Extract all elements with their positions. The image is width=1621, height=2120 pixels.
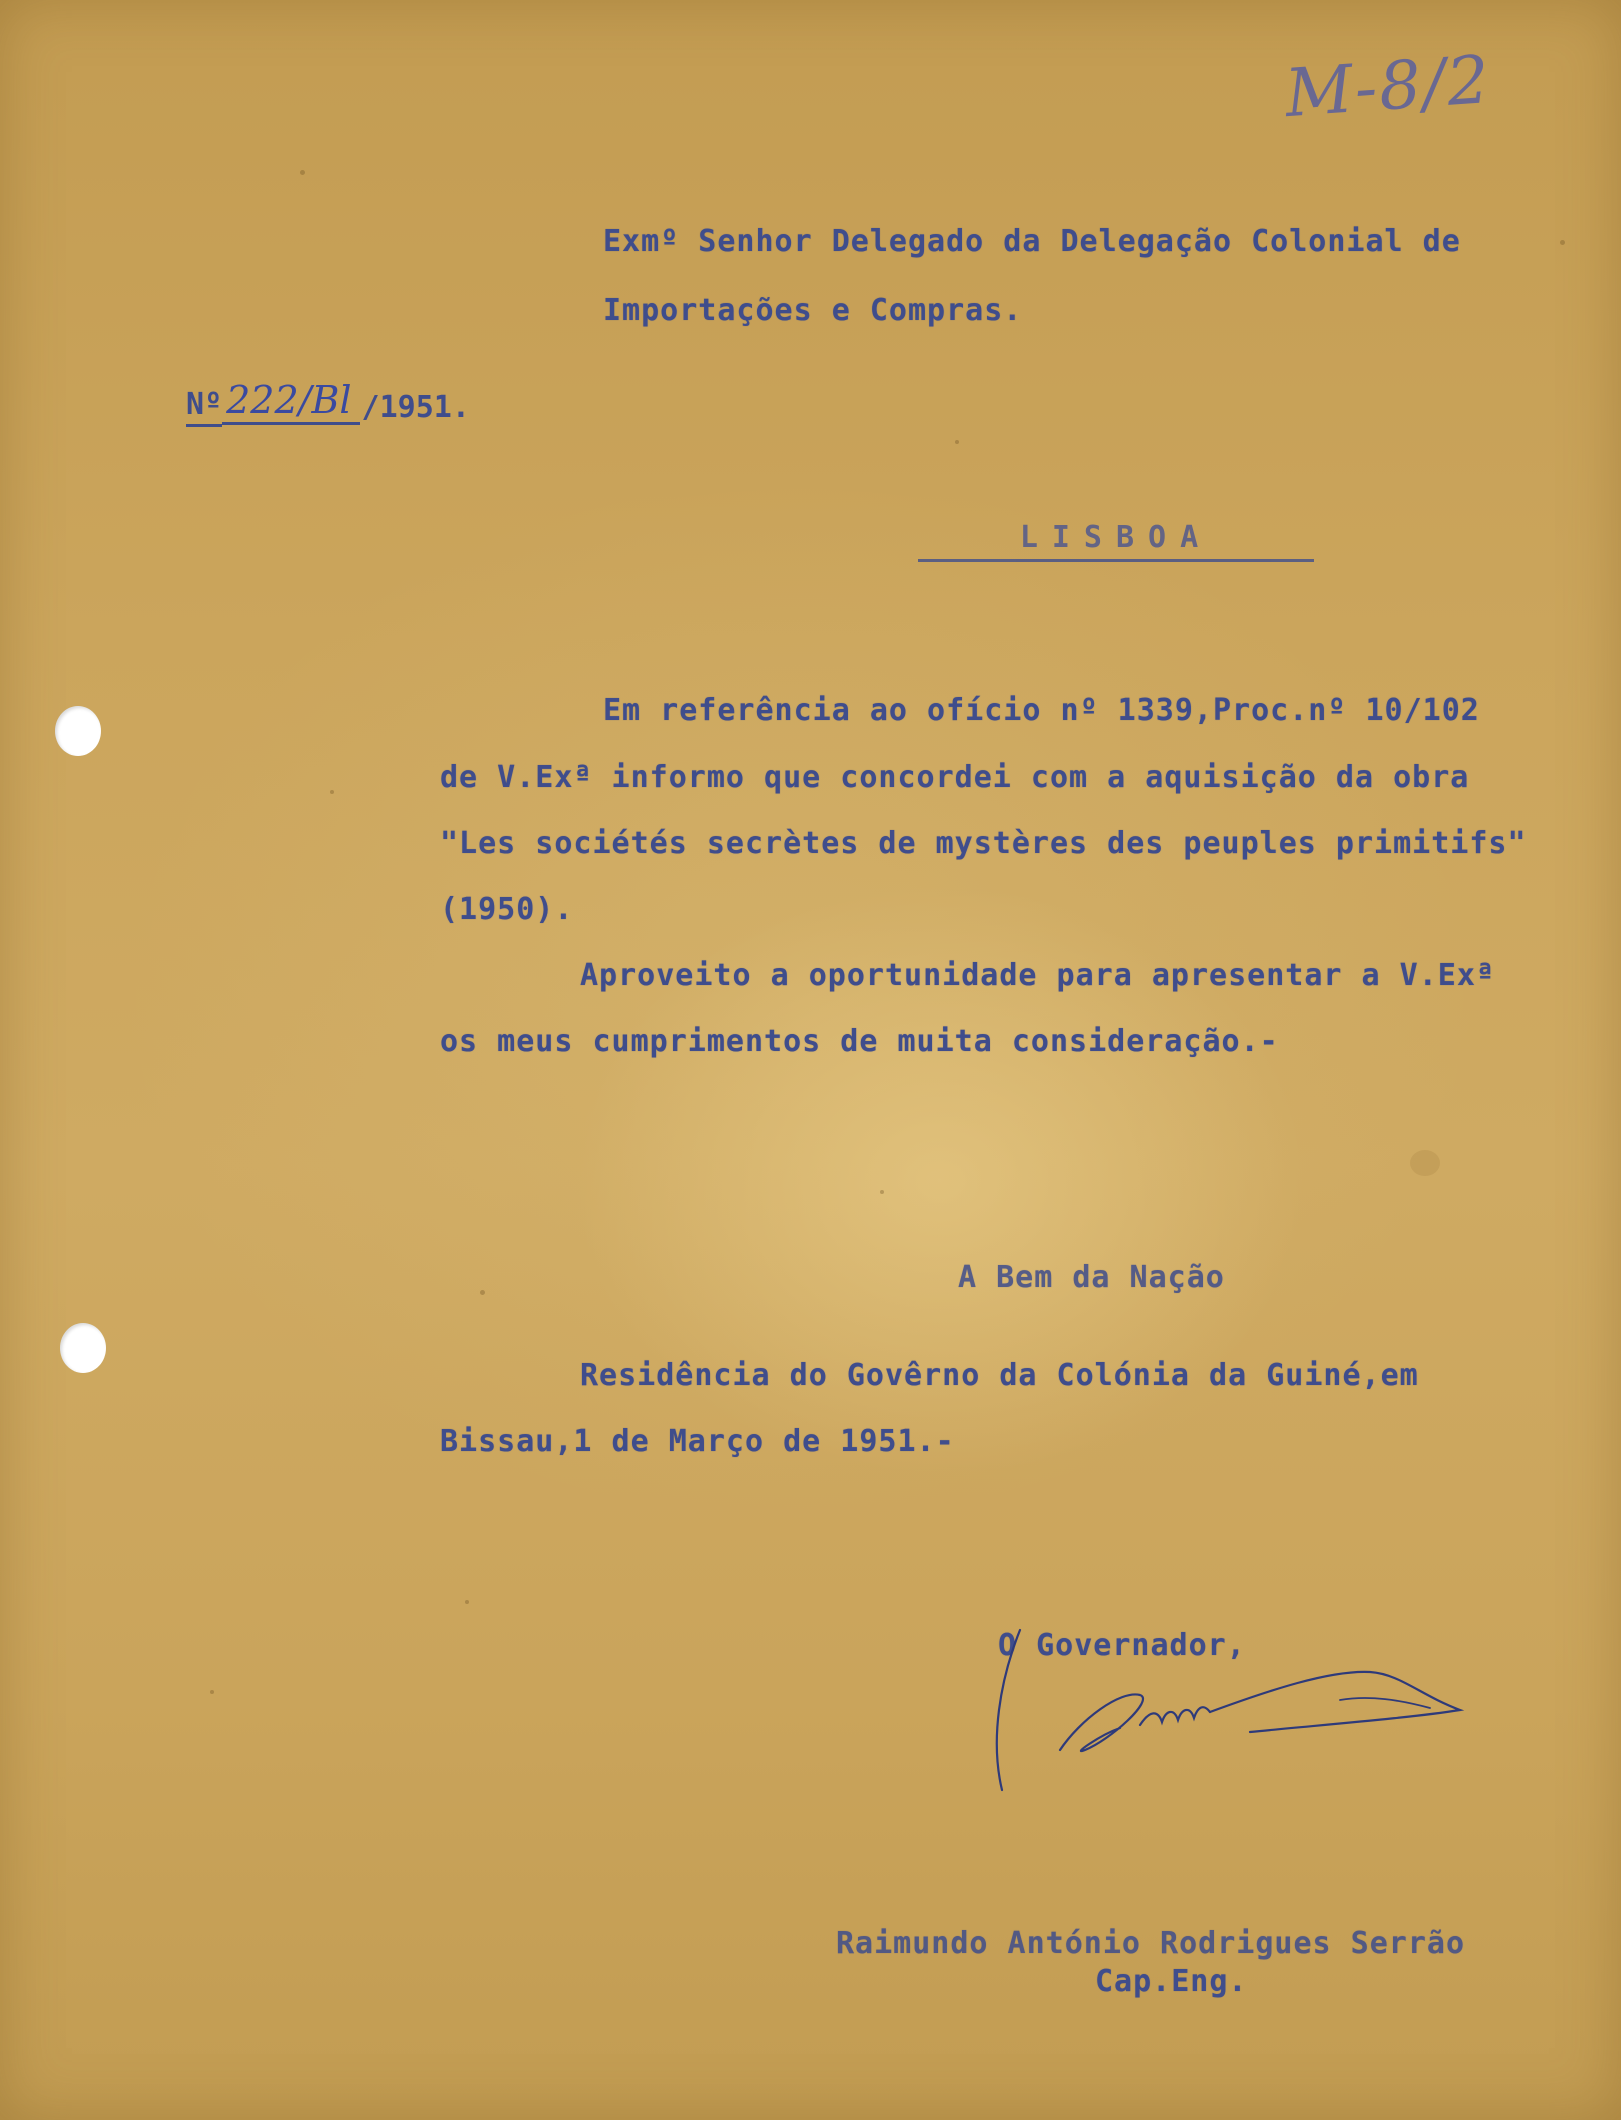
paper-speck [300,170,305,175]
handwritten-signature [990,1600,1470,1800]
body-line-6: os meus cumprimentos de muita consideração.- [440,1024,1279,1059]
paper-speck [465,1600,469,1604]
city-heading: LISBOA [918,520,1314,562]
punch-hole-top [55,706,101,756]
paper-speck [480,1290,485,1295]
paper-speck [1560,240,1565,245]
number-prefix: Nº [186,387,222,427]
paper-speck [1410,1150,1440,1176]
body-line-3: "Les sociétés secrètes de mystères des peuples primitifs" [440,826,1527,861]
number-year: /1951. [361,390,470,425]
reference-number [186,380,470,427]
signer-title: O Governador, [998,1628,1246,1663]
signer-name: Raimundo António Rodrigues Serrão [836,1926,1466,1961]
paper-speck [210,1690,214,1694]
addressee-line-2: Importações e Compras. [603,293,1023,328]
paper-speck [880,1190,884,1194]
body-line-2: de V.Exª informo que concordei com a aquisição da obra [440,760,1470,795]
place-date-line-1: Residência do Govêrno da Colónia da Guiné,em [580,1358,1419,1393]
signer-rank: Cap.Eng. [1095,1964,1248,1999]
body-line-5: Aproveito a oportunidade para apresentar a V.Exª [580,958,1495,993]
addressee-line-1: Exmº Senhor Delegado da Delegação Colonial de [603,224,1461,259]
paper-speck [330,790,334,794]
body-line-1: Em referência ao ofício nº 1339,Proc.nº 10/102 [603,693,1480,728]
punch-hole-bottom [60,1323,106,1373]
place-date-line-2: Bissau,1 de Março de 1951.- [440,1424,955,1459]
handwritten-reference: M-8/2 [1282,40,1494,133]
paper-speck [955,440,959,444]
body-line-4: (1950). [440,892,574,927]
closing-salutation: A Bem da Nação [958,1260,1225,1295]
number-handwritten: 222/Bl [222,378,359,425]
